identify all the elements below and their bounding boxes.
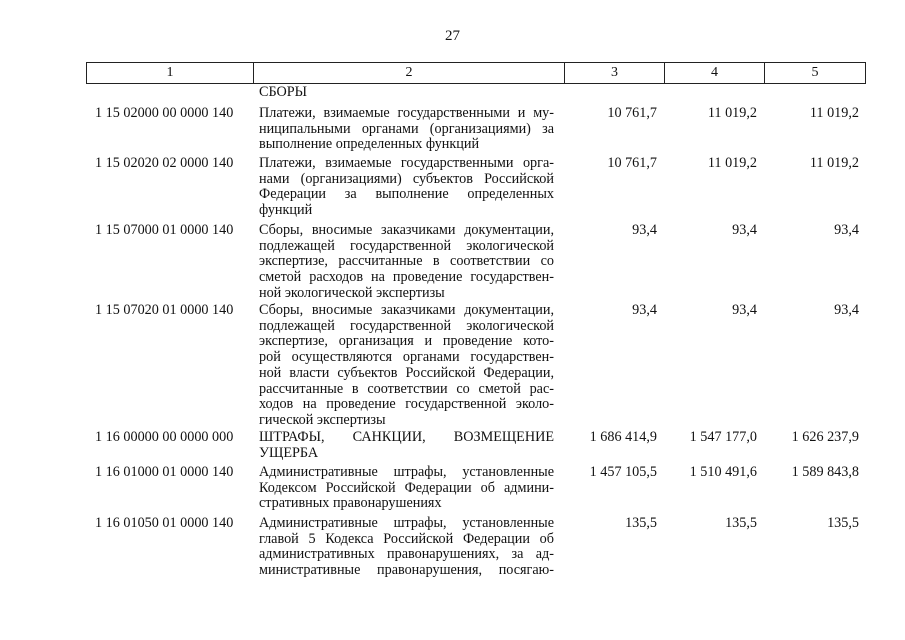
- row-name-line: функций: [259, 202, 313, 219]
- row-value-col5: 93,4: [834, 222, 859, 238]
- row-code: 1 15 02000 00 0000 140: [95, 105, 234, 121]
- table-row: [86, 223, 866, 302]
- table-row: [86, 106, 866, 153]
- row-code: 1 16 01000 01 0000 140: [95, 464, 234, 480]
- row-name: [253, 223, 564, 302]
- row-value-col3: 93,4: [632, 302, 657, 318]
- row-name-line: стративных правонарушениях: [259, 495, 442, 512]
- row-name-line: Сборы, вносимые заказчиками документации,: [259, 302, 554, 318]
- row-name-line: Кодексом Российской Федерации об админи-: [259, 479, 554, 496]
- row-name-line: подлежащей государственной экологической: [259, 317, 554, 334]
- header-col-1: 1: [86, 63, 253, 83]
- row-name-line: Платежи, взимаемые государственными и му-: [259, 105, 554, 121]
- row-name-line: Административные штрафы, установленные: [259, 464, 554, 480]
- row-value-col4: 1 510 491,6: [689, 464, 757, 480]
- row-name-line: ниципальными органами (организациями) за: [259, 120, 554, 137]
- row-name-line: сметой расходов на проведение государствен-: [259, 269, 554, 286]
- row-name-line: экспертизе, рассчитанные в соответствии со: [259, 253, 554, 270]
- row-value-col4: 11 019,2: [707, 155, 757, 171]
- continuation-title: СБОРЫ: [259, 84, 308, 100]
- row-name-line: выполнение определенных функций: [259, 136, 480, 153]
- table-row: [86, 156, 866, 219]
- row-name-line: Платежи, взимаемые государственными орга-: [259, 155, 554, 171]
- row-value-col5: 1 589 843,8: [791, 464, 859, 480]
- row-name-line: ной власти субъектов Российской Федерации,: [259, 364, 554, 381]
- row-value-col4: 93,4: [732, 302, 757, 318]
- row-name-line: главой 5 Кодекса Российской Федерации об: [259, 530, 554, 547]
- row-value-col4: 93,4: [732, 222, 757, 238]
- row-name-line: Федерации за выполнение определенных: [259, 186, 554, 203]
- row-value-col3: 135,5: [625, 515, 657, 531]
- row-name: [253, 516, 564, 579]
- row-value-col4: 1 547 177,0: [689, 429, 757, 445]
- row-code: 1 15 02020 02 0000 140: [95, 155, 234, 171]
- row-value-col5: 135,5: [827, 515, 859, 531]
- row-name-line: министративные правонарушения, посягаю-: [259, 562, 554, 579]
- row-name-line: ходов на проведение государственной эколо-: [259, 396, 554, 413]
- row-name-line: административных правонарушениях, за ад-: [259, 546, 554, 563]
- row-name-line: подлежащей государственной экологической: [259, 237, 554, 254]
- header-col-5: 5: [764, 63, 866, 83]
- row-value-col5: 11 019,2: [809, 155, 859, 171]
- row-name-line: ной экологической экспертизы: [259, 284, 445, 301]
- table-row-continuation: [86, 85, 564, 101]
- row-name-line: УЩЕРБА: [259, 444, 319, 461]
- row-value-col3: 1 457 105,5: [589, 464, 657, 480]
- row-name: [253, 156, 564, 219]
- row-name: [253, 465, 564, 512]
- row-name-line: Административные штрафы, установленные: [259, 515, 554, 531]
- row-value-col3: 10 761,7: [607, 105, 657, 121]
- row-name-line: рой осуществляются органами государствен-: [259, 349, 554, 366]
- header-col-2: 2: [253, 63, 564, 83]
- row-value-col3: 10 761,7: [607, 155, 657, 171]
- row-name: [253, 303, 564, 429]
- row-value-col4: 11 019,2: [707, 105, 757, 121]
- row-value-col3: 93,4: [632, 222, 657, 238]
- row-name-line: ШТРАФЫ, САНКЦИИ, ВОЗМЕЩЕНИЕ: [259, 429, 554, 445]
- page-number: 27: [445, 28, 460, 44]
- row-name-line: рассчитанные в соответствии со сметой рас-: [259, 380, 554, 397]
- row-name: [253, 106, 564, 153]
- row-code: 1 15 07020 01 0000 140: [95, 302, 234, 318]
- row-name-line: гической экспертизы: [259, 411, 386, 428]
- row-name-line: нами (организациями) субъектов Российской: [259, 170, 554, 187]
- table-header: [86, 62, 866, 84]
- header-col-3: 3: [564, 63, 664, 83]
- row-name: [253, 430, 564, 461]
- row-value-col5: 1 626 237,9: [791, 429, 859, 445]
- header-col-4: 4: [664, 63, 764, 83]
- row-name-line: Сборы, вносимые заказчиками документации,: [259, 222, 554, 238]
- table-row: [86, 465, 866, 512]
- table-row: [86, 430, 866, 461]
- row-value-col3: 1 686 414,9: [589, 429, 657, 445]
- row-code: 1 16 00000 00 0000 000: [95, 429, 234, 445]
- row-value-col5: 93,4: [834, 302, 859, 318]
- row-value-col5: 11 019,2: [809, 105, 859, 121]
- table-row: [86, 516, 866, 579]
- row-name-line: экспертизе, организация и проведение кото-: [259, 333, 554, 350]
- row-code: 1 15 07000 01 0000 140: [95, 222, 234, 238]
- table-row: [86, 303, 866, 429]
- row-value-col4: 135,5: [725, 515, 757, 531]
- row-code: 1 16 01050 01 0000 140: [95, 515, 234, 531]
